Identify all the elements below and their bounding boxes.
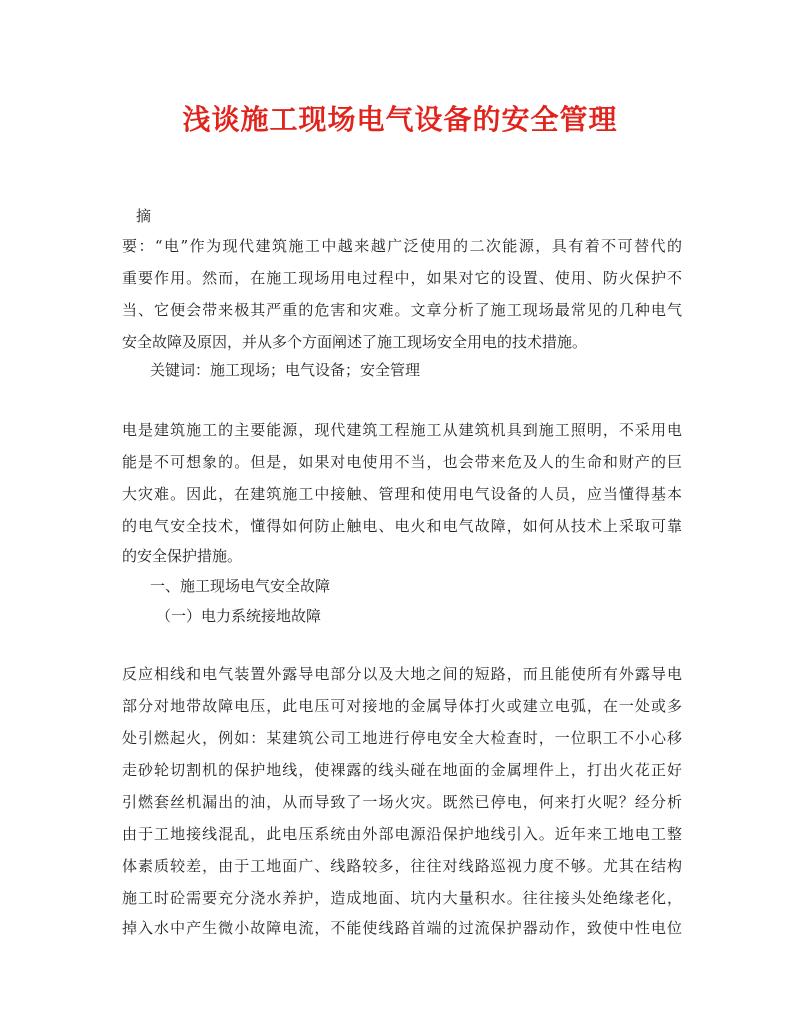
intro-line: 的安全保护措施。 [122,547,243,565]
body-line: 施工时砼需要充分浇水养护，造成地面、坑内大量积水。往往接头处绝缘老化， [122,889,682,907]
intro-line: 电是建筑施工的主要能源，现代建筑工程施工从建筑机具到施工照明，不采用电 [122,421,682,439]
keywords: 关键词：施工现场；电气设备；安全管理 [150,361,421,379]
abstract-label: 摘 [136,207,152,225]
section-heading: 一、施工现场电气安全故障 [150,577,331,595]
intro-line: 大灾难。因此，在建筑施工中接触、管理和使用电气设备的人员，应当懂得基本 [122,485,682,503]
abstract-line: 当、它便会带来极其严重的危害和灾难。文章分析了施工现场最常见的几种电气 [122,301,682,319]
abstract-line: 要：“电”作为现代建筑施工中越来越广泛使用的二次能源，具有着不可替代的 [122,237,682,255]
abstract-line: 安全故障及原因，并从多个方面阐述了施工现场安全用电的技术措施。 [122,333,588,351]
body-line: 处引燃起火，例如：某建筑公司工地进行停电安全大检查时，一位职工不小心移 [122,729,682,747]
document-title: 浅谈施工现场电气设备的安全管理 [182,103,618,136]
intro-line: 能是不可想象的。但是，如果对电使用不当，也会带来危及人的生命和财产的巨 [122,453,682,471]
abstract-line: 重要作用。然而，在施工现场用电过程中，如果对它的设置、使用、防火保护不 [122,269,682,287]
subsection-heading: （一）电力系统接地故障 [156,607,322,625]
body-line: 由于工地接线混乱，此电压系统由外部电源沿保护地线引入。近年来工地电工整 [122,825,682,843]
body-line: 走砂轮切割机的保护地线，使裸露的线头碰在地面的金属埋件上，打出火花正好 [122,761,682,779]
intro-line: 的电气安全技术，懂得如何防止触电、电火和电气故障，如何从技术上采取可靠 [122,517,682,535]
body-line: 部分对地带故障电压，此电压可对接地的金属导体打火或建立电弧，在一处或多 [122,697,682,715]
body-line: 体素质较差，由于工地面广、线路较多，往往对线路巡视力度不够。尤其在结构 [122,857,682,875]
body-line: 引燃套丝机漏出的油，从而导致了一场火灾。既然已停电，何来打火呢？经分析 [122,793,682,811]
body-line: 反应相线和电气装置外露导电部分以及大地之间的短路，而且能使所有外露导电 [122,665,682,683]
body-line: 掉入水中产生微小故障电流，不能使线路首端的过流保护器动作，致使中性电位 [122,919,682,937]
